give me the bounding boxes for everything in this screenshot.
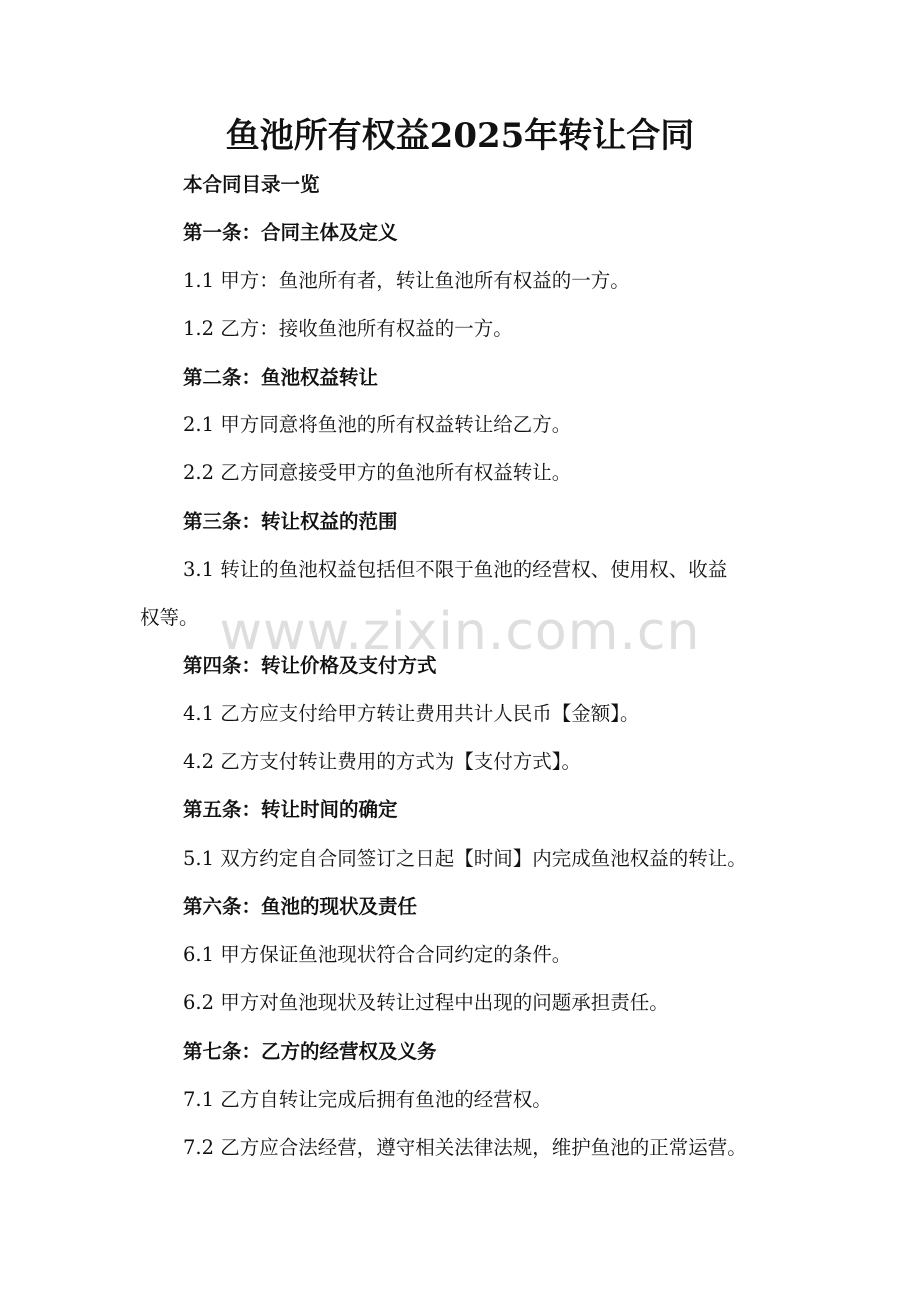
clause-continuation: 权等。 xyxy=(140,606,199,629)
clause-text: 6.2 甲方对鱼池现状及转让过程中出现的问题承担责任。 xyxy=(183,991,669,1014)
clause-text: 4.1 乙方应支付给甲方转让费用共计人民币【金额】。 xyxy=(183,702,640,725)
section-heading: 第七条：乙方的经营权及义务 xyxy=(183,1040,437,1063)
document-title: 鱼池所有权益2025年转让合同 xyxy=(225,116,695,156)
clause-text: 3.1 转让的鱼池权益包括但不限于鱼池的经营权、使用权、收益 xyxy=(183,558,728,581)
clause-text: 1.1 甲方：鱼池所有者，转让鱼池所有权益的一方。 xyxy=(183,269,630,292)
section-heading: 第一条：合同主体及定义 xyxy=(183,221,398,244)
clause-text: 4.2 乙方支付转让费用的方式为【支付方式】。 xyxy=(183,750,581,773)
section-heading: 第四条：转让价格及支付方式 xyxy=(183,654,437,677)
clause-text: 2.2 乙方同意接受甲方的鱼池所有权益转让。 xyxy=(183,461,572,484)
clause-text: 7.1 乙方自转让完成后拥有鱼池的经营权。 xyxy=(183,1088,552,1111)
clause-text: 5.1 双方约定自合同签订之日起【时间】内完成鱼池权益的转让。 xyxy=(183,847,747,870)
section-heading: 第二条：鱼池权益转让 xyxy=(183,366,379,389)
clause-text: 7.2 乙方应合法经营，遵守相关法律法规，维护鱼池的正常运营。 xyxy=(183,1136,747,1159)
section-heading: 第三条：转让权益的范围 xyxy=(183,510,398,533)
section-heading: 第六条：鱼池的现状及责任 xyxy=(183,895,418,918)
toc-heading: 本合同目录一览 xyxy=(183,173,320,196)
watermark: www.zixin.com.cn xyxy=(219,602,701,662)
section-heading: 第五条：转让时间的确定 xyxy=(183,798,398,821)
clause-text: 6.1 甲方保证鱼池现状符合合同约定的条件。 xyxy=(183,943,572,966)
clause-text: 1.2 乙方：接收鱼池所有权益的一方。 xyxy=(183,317,513,340)
clause-text: 2.1 甲方同意将鱼池的所有权益转让给乙方。 xyxy=(183,413,572,436)
